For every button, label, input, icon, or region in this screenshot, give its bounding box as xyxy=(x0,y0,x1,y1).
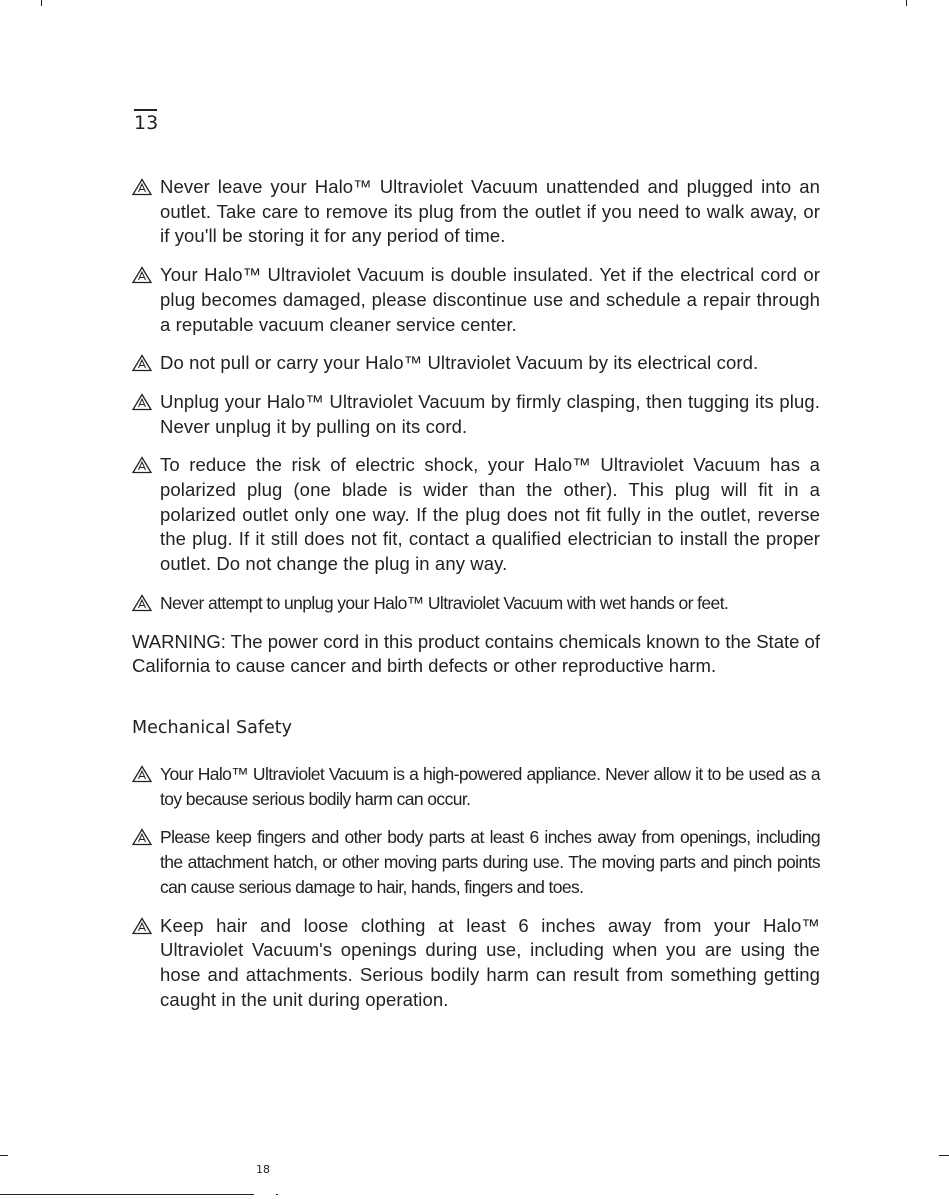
warning-triangle-icon xyxy=(132,917,152,935)
crop-mark-bottom-rule xyxy=(0,1194,254,1195)
list-item-text: Keep hair and loose clothing at least 6 inches away from your Halo™ Ultraviolet Vacuum's openings during use, including when you are using the hose and attachments. Serious bodily harm can result from something getting caught in the unit during operation. xyxy=(160,914,820,1010)
list-item xyxy=(132,914,820,1013)
list-item xyxy=(132,591,820,616)
list-item-text: Unplug your Halo™ Ultraviolet Vacuum by firmly clasping, then tugging its plug. Never unplug it by pulling on its cord. xyxy=(160,390,820,437)
list-item xyxy=(132,263,820,337)
list-item-text: Please keep fingers and other body parts at least 6 inches away from openings, including the attachment hatch, or other moving parts during use. The moving parts and pinch points can cause serious damage to hair, hands, fingers and toes. xyxy=(160,827,820,897)
page-number xyxy=(134,112,158,134)
crop-mark-right xyxy=(939,1155,949,1156)
california-warning: WARNING: The power cord in this product contains chemicals known to the State of California to cause cancer and birth defects or other reproductive harm. xyxy=(132,630,820,677)
crop-mark-top-right xyxy=(906,0,907,6)
list-item-text: Never attempt to unplug your Halo™ Ultraviolet Vacuum with wet hands or feet. xyxy=(160,592,729,613)
crop-mark-bottom-dot xyxy=(276,1194,278,1195)
list-item xyxy=(132,175,820,249)
list-item-text: To reduce the risk of electric shock, your Halo™ Ultraviolet Vacuum has a polarized plug (one blade is wider than the other). This plug will fit in a polarized outlet only one way. If the plug does not fit fully in the outlet, reverse the plug. If it still does not fit, contact a qualified electrician to install the proper outlet. Do not change the plug in any way. xyxy=(160,454,820,575)
crop-mark-top-left xyxy=(41,0,42,6)
page-number-text: 13 xyxy=(134,112,159,134)
crop-mark-left xyxy=(0,1155,8,1156)
list-item-text: Your Halo™ Ultraviolet Vacuum is a high-powered appliance. Never allow it to be used as a toy because serious bodily harm can occur. xyxy=(160,764,820,809)
list-item xyxy=(132,825,820,899)
list-item-text: Do not pull or carry your Halo™ Ultraviolet Vacuum by its electrical cord. xyxy=(160,352,759,374)
electrical-safety-section xyxy=(132,175,820,697)
list-item-text: Never leave your Halo™ Ultraviolet Vacuum unattended and plugged into an outlet. Take care to remove its plug from the outlet if you need to walk away, or if you'll be storing it for any period of time. xyxy=(160,176,820,247)
list-item xyxy=(132,351,820,376)
warning-triangle-icon xyxy=(132,594,152,612)
list-item xyxy=(132,762,820,811)
page-number-overbar xyxy=(134,109,157,111)
list-item-text: Your Halo™ Ultraviolet Vacuum is double insulated. Yet if the electrical cord or plug becomes damaged, please discontinue use and schedule a repair through a reputable vacuum cleaner service center. xyxy=(160,264,820,335)
warning-triangle-icon xyxy=(132,354,152,372)
warning-triangle-icon xyxy=(132,456,152,474)
warning-triangle-icon xyxy=(132,178,152,196)
warning-triangle-icon xyxy=(132,828,152,846)
list-item xyxy=(132,390,820,439)
warning-triangle-icon xyxy=(132,266,152,284)
section-heading-mechanical-safety: Mechanical Safety xyxy=(132,718,293,738)
warning-triangle-icon xyxy=(132,765,152,783)
footer-page-number: 18 xyxy=(256,1163,270,1176)
warning-triangle-icon xyxy=(132,393,152,411)
list-item xyxy=(132,453,820,577)
mechanical-safety-section xyxy=(132,762,820,1026)
